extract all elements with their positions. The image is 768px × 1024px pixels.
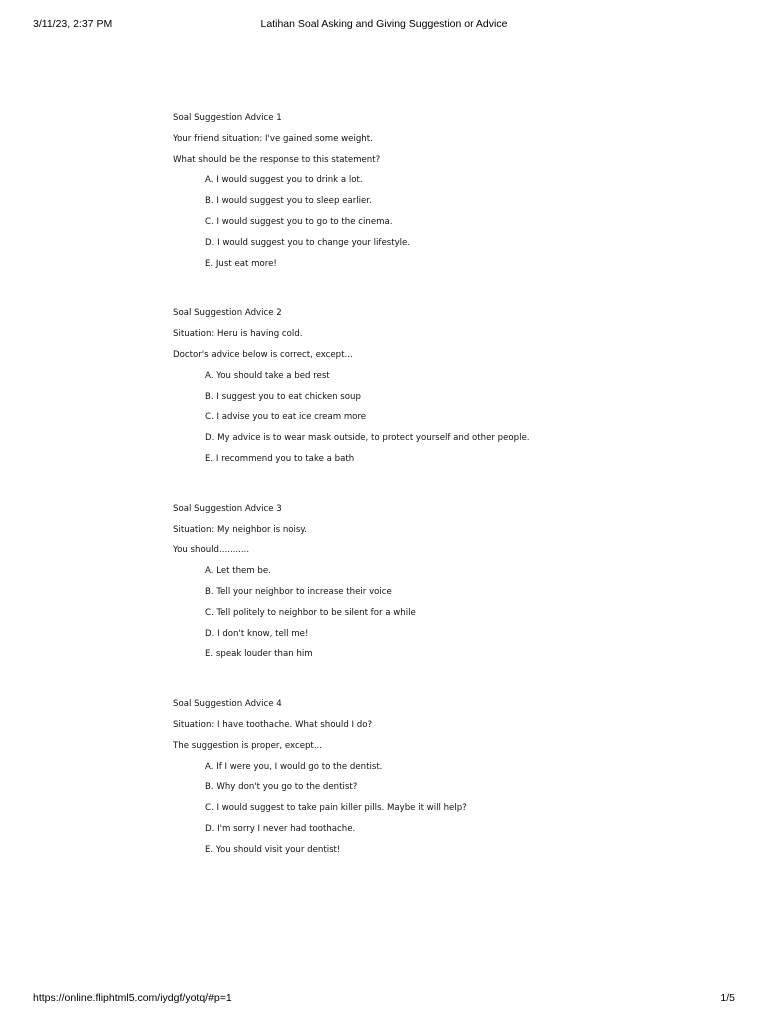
question-heading: Soal Suggestion Advice 2	[173, 308, 282, 319]
question-situation: Situation: I have toothache. What should I do?	[173, 719, 373, 730]
answer-option: D. My advice is to wear mask outside, to protect yourself and other people.	[205, 433, 530, 444]
answer-options	[173, 173, 713, 277]
page-number: 1/5	[720, 992, 735, 1004]
answer-option: D. I'm sorry I never had toothache.	[205, 823, 356, 834]
answer-option: A. If I were you, I would go to the dentist.	[205, 761, 383, 772]
question-prompt: The suggestion is proper, except...	[173, 740, 323, 751]
print-header	[33, 18, 735, 32]
answer-option: E. speak louder than him	[205, 649, 313, 660]
answer-option: E. I recommend you to take a bath	[205, 453, 355, 464]
answer-option: E. You should visit your dentist!	[205, 844, 341, 855]
answer-option: B. Tell your neighbor to increase their voice	[205, 586, 392, 597]
question-section-2	[173, 306, 713, 472]
answer-option: C. I would suggest you to go to the cinema.	[205, 216, 393, 227]
question-heading: Soal Suggestion Advice 3	[173, 503, 282, 514]
answer-option: C. I would suggest to take pain killer pills. Maybe it will help?	[205, 803, 467, 814]
question-prompt: You should...........	[173, 545, 250, 556]
answer-options	[173, 369, 713, 473]
document-body	[173, 111, 713, 893]
answer-option: C. Tell politely to neighbor to be silent for a while	[205, 607, 416, 618]
question-prompt: What should be the response to this statement?	[173, 154, 381, 165]
answer-option: C. I advise you to eat ice cream more	[205, 412, 367, 423]
answer-option: A. I would suggest you to drink a lot.	[205, 175, 363, 186]
page-url: https://online.fliphtml5.com/iydgf/yotq/#p=1	[33, 992, 232, 1004]
question-section-1	[173, 111, 713, 277]
answer-options	[173, 760, 713, 864]
question-section-4	[173, 697, 713, 863]
question-prompt: Doctor's advice below is correct, except...	[173, 349, 353, 360]
answer-option: D. I would suggest you to change your lifestyle.	[205, 237, 411, 248]
question-situation: Your friend situation: I've gained some weight.	[173, 133, 373, 144]
question-heading: Soal Suggestion Advice 4	[173, 699, 282, 710]
print-footer	[33, 992, 735, 1006]
question-heading: Soal Suggestion Advice 1	[173, 113, 282, 123]
answer-option: B. I would suggest you to sleep earlier.	[205, 196, 372, 207]
answer-option: B. I suggest you to eat chicken soup	[205, 391, 361, 402]
document-title: Latihan Soal Asking and Giving Suggestion or Advice	[260, 18, 508, 30]
question-situation: Situation: Heru is having cold.	[173, 329, 303, 340]
question-situation: Situation: My neighbor is noisy.	[173, 524, 308, 535]
answer-option: A. You should take a bed rest	[205, 370, 330, 381]
answer-option: E. Just eat more!	[205, 258, 277, 269]
print-date: 3/11/23, 2:37 PM	[33, 18, 113, 30]
answer-option: D. I don't know, tell me!	[205, 628, 309, 639]
answer-option: B. Why don't you go to the dentist?	[205, 782, 358, 793]
answer-option: A. Let them be.	[205, 566, 271, 577]
question-section-3	[173, 502, 713, 668]
answer-options	[173, 564, 713, 668]
